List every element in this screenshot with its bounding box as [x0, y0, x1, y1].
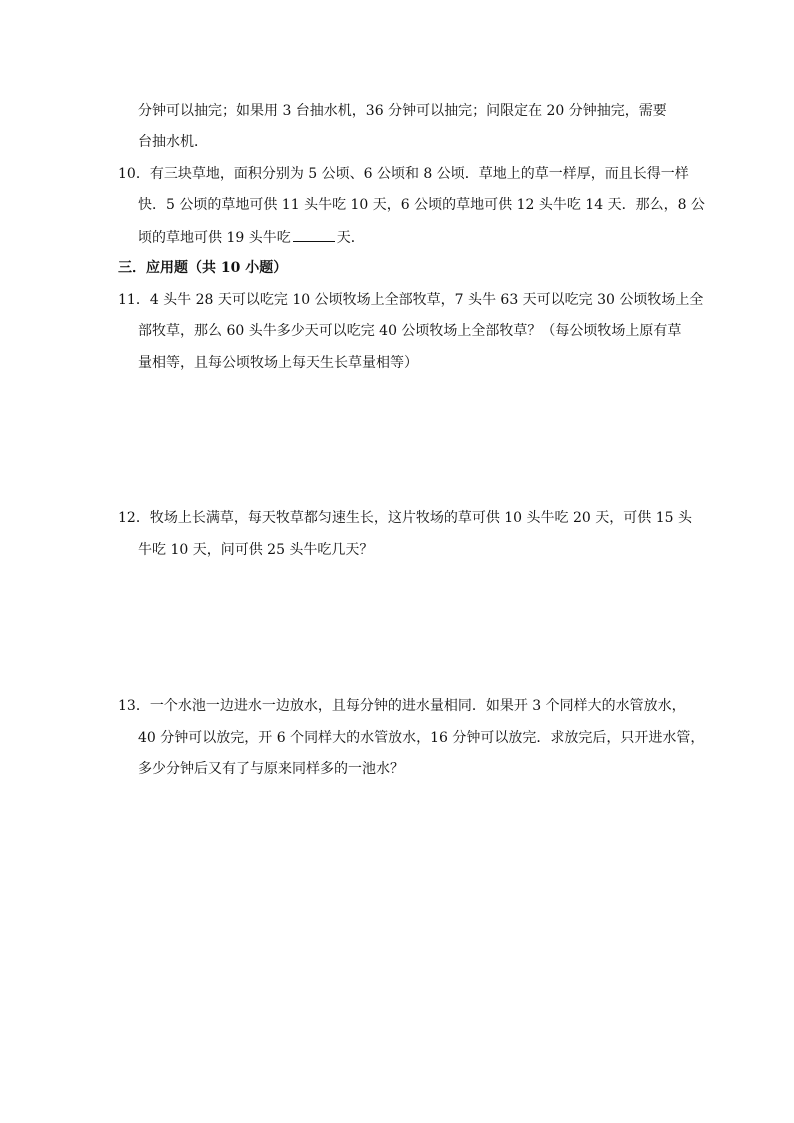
q11-line-1: 11．4 头牛 28 天可以吃完 10 公顷牧场上全部牧草，7 头牛 63 天可以吃完 30 公顷牧场上全	[118, 292, 704, 308]
q11-line-2: 部牧草，那么 60 头牛多少天可以吃完 40 公顷牧场上全部牧草？（每公顷牧场上原有草	[138, 323, 682, 339]
q12-line-2: 牛吃 10 天，问可供 25 头牛吃几天？	[138, 542, 374, 558]
q13-line-3: 多少分钟后又有了与原来同样多的一池水？	[138, 761, 404, 777]
q10-line-1: 10．有三块草地，面积分别为 5 公顷、6 公顷和 8 公顷．草地上的草一样厚，而且长得一样	[118, 166, 689, 182]
q9-line-2: 台抽水机．	[138, 134, 208, 150]
q10-line-3-before: 顷的草地可供 19 头牛吃	[138, 230, 291, 246]
section-heading: 三．应用题（共 10 小题）	[118, 260, 288, 276]
q13-line-1: 13．一个水池一边进水一边放水，且每分钟的进水量相同．如果开 3 个同样大的水管放水，	[118, 698, 686, 714]
q12-line-1: 12．牧场上长满草，每天牧草都匀速生长，这片牧场的草可供 10 头牛吃 20 天，可供 15 头	[118, 510, 692, 526]
q10-line-2: 快．5 公顷的草地可供 11 头牛吃 10 天，6 公顷的草地可供 12 头牛吃 14 天．那么，8 公	[138, 197, 705, 213]
answer-blank	[293, 227, 335, 242]
q11-line-3: 量相等，且每公顷牧场上每天生长草量相等）	[138, 355, 418, 371]
q10-line-3-after: 天．	[336, 230, 365, 246]
q13-line-2: 40 分钟可以放完，开 6 个同样大的水管放水，16 分钟可以放完．求放完后，只开进水管，	[138, 730, 705, 746]
q10-line-3	[138, 227, 365, 248]
q9-line-1: 分钟可以抽完；如果用 3 台抽水机，36 分钟可以抽完；问限定在 20 分钟抽完，需要	[138, 103, 667, 119]
